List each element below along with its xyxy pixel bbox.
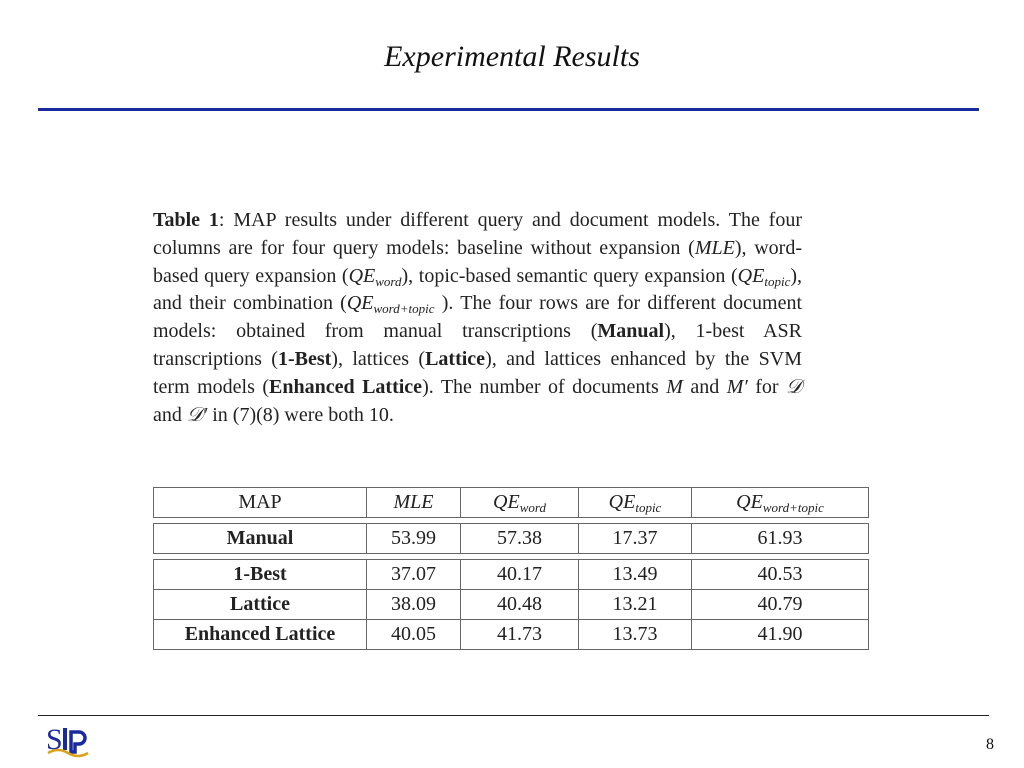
caption-text-13: in (7)(8) were both 10.: [207, 403, 394, 426]
math-M: M: [666, 375, 683, 398]
slide-title: Experimental Results: [384, 40, 640, 73]
row-label: Lattice: [154, 590, 367, 620]
math-D: 𝒟: [786, 375, 802, 398]
table-cell: 61.93: [692, 524, 869, 554]
header-mle: MLE: [367, 488, 461, 518]
caption-text-9: ). The number of documents: [422, 375, 667, 398]
table-caption: [153, 207, 802, 429]
title-divider: [38, 108, 979, 111]
table-cell: 40.05: [367, 620, 461, 650]
table-manual-section: [153, 523, 869, 554]
caption-text-6: ), 1-best ASR transcriptions (: [153, 320, 803, 370]
table-asr-section: [153, 559, 869, 650]
table-cell: 38.09: [367, 590, 461, 620]
page-number: 8: [986, 736, 994, 753]
caption-text-3: ), topic-based semantic query expansion (: [401, 264, 738, 287]
caption-text-7: ), lattices (: [331, 347, 426, 370]
table-cell: 57.38: [461, 524, 579, 554]
table-row: [154, 590, 869, 620]
header-qe-word-topic: $QE_{word+topic}$: [692, 488, 869, 518]
caption-text-4: ), and their combination (: [153, 264, 803, 315]
table-header-row: [154, 488, 869, 518]
table-row: [154, 560, 869, 590]
caption-text-1: : MAP results under different query and document models. The four columns are for four query models: baseline without expansion (: [153, 209, 802, 259]
table-header: [153, 487, 869, 518]
caption-lattice: Lattice: [425, 347, 486, 370]
table-cell: 53.99: [367, 524, 461, 554]
table-cell: 17.37: [579, 524, 692, 554]
caption-text-2: ), word-based query expansion (: [153, 236, 802, 287]
caption-text-8: ), and lattices enhanced by the SVM term models (: [153, 347, 803, 398]
caption-text-12: and: [153, 403, 187, 426]
table-cell: 40.48: [461, 590, 579, 620]
math-D-prime: 𝒟′: [186, 403, 208, 426]
svg-text:S: S: [46, 723, 63, 756]
footer-divider: [38, 715, 989, 716]
math-mle: MLE: [694, 236, 735, 259]
math-qe-word-topic: $QE_{word+topic}$: [346, 292, 435, 317]
header-qe-word: $QE_{word}$: [461, 488, 579, 518]
table-cell: 13.21: [579, 590, 692, 620]
slp-logo-icon: [44, 722, 100, 762]
math-qe-word: $QE_{word}$: [348, 264, 402, 289]
row-label: Manual: [154, 524, 367, 554]
math-M-prime: M′: [726, 375, 748, 398]
table-cell: 13.73: [579, 620, 692, 650]
caption-manual: Manual: [597, 320, 665, 343]
table-cell: 40.79: [692, 590, 869, 620]
math-qe-topic: $QE_{topic}$: [737, 264, 791, 289]
row-label: Enhanced Lattice: [154, 620, 367, 650]
slp-logo: [44, 722, 100, 762]
table-row: [154, 620, 869, 650]
table-cell: 37.07: [367, 560, 461, 590]
table-cell: 41.73: [461, 620, 579, 650]
caption-label: Table 1: [153, 209, 219, 231]
table-cell: 13.49: [579, 560, 692, 590]
caption-text-11: for: [747, 375, 787, 398]
table-cell: 40.53: [692, 560, 869, 590]
caption-enhanced-lattice: Enhanced Lattice: [269, 375, 423, 398]
table-cell: 41.90: [692, 620, 869, 650]
row-label: 1-Best: [154, 560, 367, 590]
table-cell: 40.17: [461, 560, 579, 590]
header-map: MAP: [154, 488, 367, 518]
header-qe-topic: $QE_{topic}$: [579, 488, 692, 518]
caption-1best: 1-Best: [277, 347, 332, 370]
results-table: [153, 487, 868, 650]
caption-text-5: ). The four rows are for different document models: obtained from manual transcriptions (: [153, 292, 803, 343]
table-row-manual: [154, 524, 869, 554]
caption-text-10: and: [682, 375, 727, 398]
